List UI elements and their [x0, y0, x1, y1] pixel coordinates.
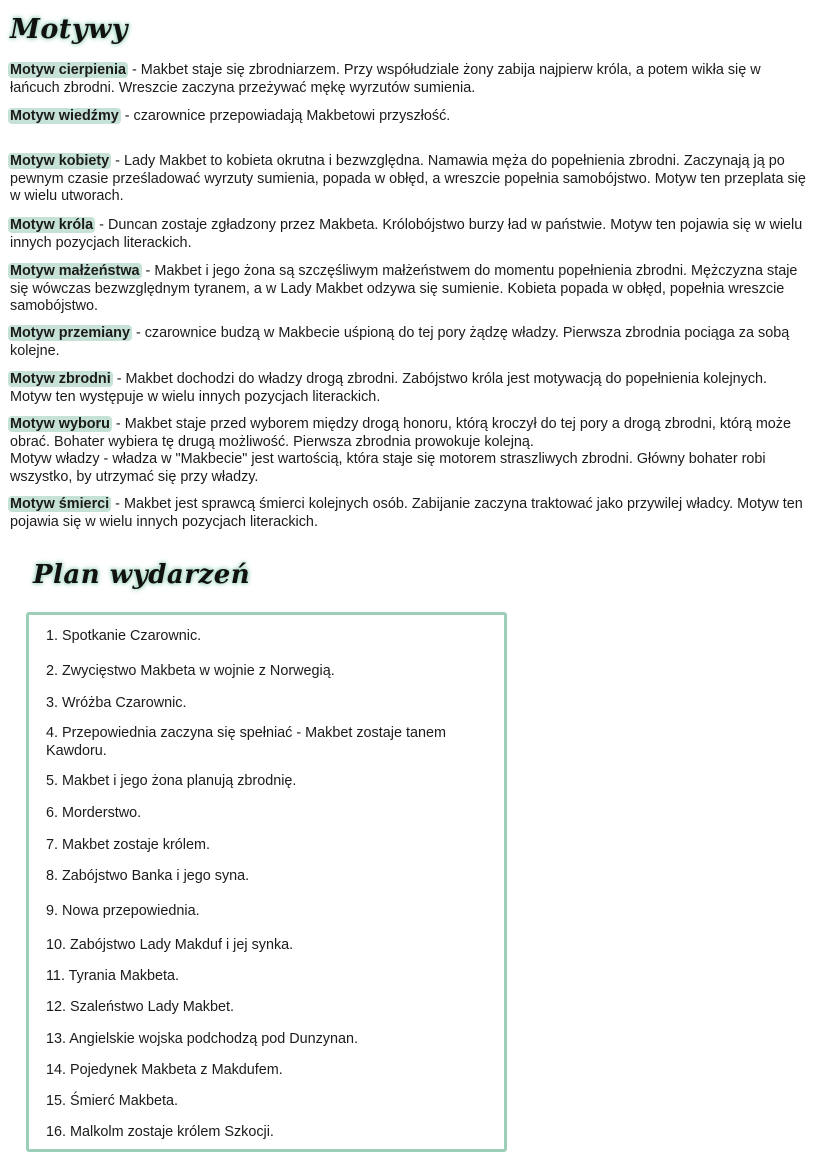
motif-choice: [10, 416, 810, 486]
plan-item: 12. Szaleństwo Lady Makbet.: [46, 999, 234, 1015]
motif-term: Motyw zbrodni: [10, 371, 111, 387]
plan-heading: Plan wydarzeń: [33, 560, 251, 590]
plan-item: 1. Spotkanie Czarownic.: [46, 628, 202, 644]
motifs-heading: Motywy: [10, 14, 128, 45]
motif-marriage: [10, 263, 810, 316]
plan-item: 7. Makbet zostaje królem.: [46, 837, 210, 853]
motif-text: - Makbet jest sprawcą śmierci kolejnych osób. Zabijanie zaczyna traktować jako przywilej władcy. Motyw ten pojawia się w wielu innych pozycjach literackich.: [10, 496, 803, 530]
motif-term: Motyw cierpienia: [10, 62, 126, 78]
motif-term: Motyw małżeństwa: [10, 263, 140, 279]
motif-term: Motyw króla: [10, 217, 94, 233]
plan-item: 10. Zabójstwo Lady Makduf i jej synka.: [46, 937, 294, 953]
motif-power-text: Motyw władzy - władza w "Makbecie" jest wartością, która staje się motorem straszliwych zbrodni. Główny bohater robi wszystko, by utrzymać się przy władzy.: [10, 451, 766, 485]
motif-term: Motyw śmierci: [10, 496, 110, 512]
motif-text: - Lady Makbet to kobieta okrutna i bezwzględna. Namawia męża do popełnienia zbrodni. Zaczynają ją po pewnym czasie prześladować wyrzuty sumienia, popada w obłęd, a wreszcie popełnia samobójstwo. Motyw ten przeplata się w wielu utworach.: [10, 153, 806, 204]
plan-item: 9. Nowa przepowiednia.: [46, 903, 200, 919]
motif-text: - Makbet dochodzi do władzy drogą zbrodni. Zabójstwo króla jest motywacją do popełnienia kolejnych. Motyw ten występuje w wielu innych pozycjach literackich.: [10, 371, 768, 405]
motif-text: - Makbet i jego żona są szczęśliwym małżeństwem do momentu popełnienia zbrodni. Mężczyzna staje się wówczas bezwzględnym tyranem, a w Lady Makbet odzywa się sumienie. Kobieta popada w obłęd, popełnia wreszcie samobójstwo.: [10, 263, 798, 314]
motif-text: - Makbet staje przed wyborem między drogą honoru, którą kroczył do tej pory a drogą zbrodni, którą może obrać. Bohater wybiera tę drugą możliwość. Pierwsza zbrodnia prowokuje kolejną.: [10, 416, 792, 450]
motif-woman: [10, 153, 810, 206]
plan-item: 4. Przepowiednia zaczyna się spełniać - Makbet zostaje tanem Kawdoru.: [46, 725, 446, 759]
plan-item: 5. Makbet i jego żona planują zbrodnię.: [46, 773, 297, 789]
plan-item: 13. Angielskie wojska podchodzą pod Dunzynan.: [46, 1031, 359, 1047]
plan-box: [26, 612, 507, 1152]
motif-crime: [10, 371, 810, 406]
motif-king: [10, 217, 810, 252]
motif-term: Motyw kobiety: [10, 153, 110, 169]
plan-item: 6. Morderstwo.: [46, 805, 142, 821]
plan-item: 11. Tyrania Makbeta.: [46, 968, 180, 984]
motif-text: - czarownice budzą w Makbecie uśpioną do tej pory żądzę władzy. Pierwsza zbrodnia pociąga za sobą kolejne.: [10, 325, 790, 359]
motif-transformation: [10, 325, 810, 360]
motif-suffering: [10, 62, 810, 97]
motif-text: - Makbet staje się zbrodniarzem. Przy współudziale żony zabija najpierw króla, a potem wikła się w łańcuch zbrodni. Wreszcie zaczyna przeżywać mękę wyrzutów sumienia.: [10, 62, 761, 96]
plan-item: 15. Śmierć Makbeta.: [46, 1093, 178, 1109]
motif-text: - Duncan zostaje zgładzony przez Makbeta. Królobójstwo burzy ład w państwie. Motyw ten pojawia się w wielu innych pozycjach literackich.: [10, 217, 803, 251]
plan-item: 8. Zabójstwo Banka i jego syna.: [46, 868, 250, 884]
motif-term: Motyw wyboru: [10, 416, 110, 432]
motif-text: - czarownice przepowiadają Makbetowi przyszłość.: [120, 108, 451, 124]
plan-item: 2. Zwycięstwo Makbeta w wojnie z Norwegią.: [46, 663, 335, 679]
plan-item: 14. Pojedynek Makbeta z Makdufem.: [46, 1062, 283, 1078]
plan-item: 16. Malkolm zostaje królem Szkocji.: [46, 1124, 274, 1140]
motif-term: Motyw przemiany: [10, 325, 130, 341]
motif-death: [10, 496, 810, 531]
motif-witch: [10, 108, 810, 126]
motif-term: Motyw wiedźmy: [10, 108, 119, 124]
plan-item: 3. Wróżba Czarownic.: [46, 695, 187, 711]
